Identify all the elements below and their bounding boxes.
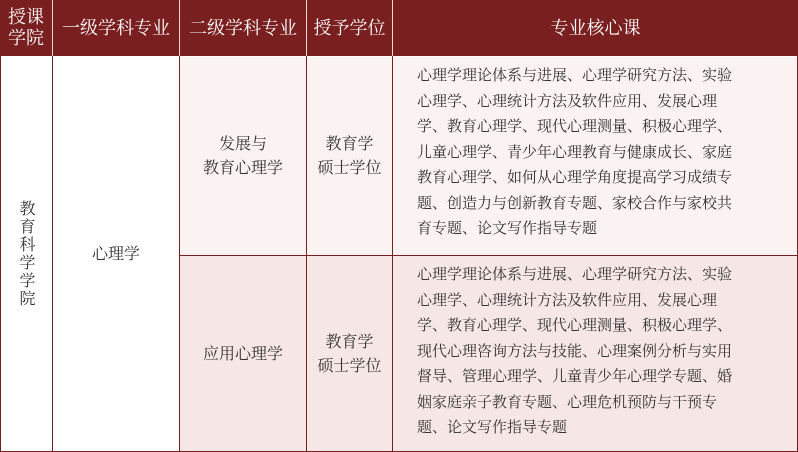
- course-line: 心理学、心理统计方法及软件应用、发展心理: [417, 290, 718, 309]
- course-line: 心理学理论体系与进展、心理学研究方法、实验: [417, 265, 733, 283]
- course-line: 姻家庭亲子教育专题、心理危机预防与干预专: [417, 392, 718, 411]
- rule: [306, 56, 307, 452]
- header-courses-label: 专业核心课: [550, 17, 641, 39]
- college-name: 教育科学学院: [17, 200, 36, 308]
- header-second-major-label: 二级学科专业: [189, 17, 297, 39]
- rule: [0, 56, 1, 452]
- row-2-degree-text: 教育学 硕士学位: [317, 332, 382, 375]
- header-college-label: 授课 学院: [8, 7, 44, 49]
- row-1-second-major: [180, 57, 306, 255]
- rule: [179, 56, 180, 452]
- header-courses: [393, 0, 798, 56]
- rule: [392, 56, 393, 452]
- course-line: 题、创造力与创新教育专题、家校合作与家校共: [417, 193, 733, 212]
- course-line: 学、教育心理学、现代心理测量、积极心理学、: [417, 117, 733, 135]
- course-line: 学、教育心理学、现代心理测量、积极心理学、: [417, 316, 733, 334]
- row-1-courses: [417, 57, 789, 255]
- first-major-cell: [53, 56, 179, 452]
- course-line: 现代心理咨询方法与技能、心理案例分析与实用: [417, 341, 733, 360]
- row-2-degree: [307, 256, 392, 452]
- header-second-major: [180, 0, 306, 56]
- row-1-degree: [307, 57, 392, 255]
- course-line: 心理学、心理统计方法及软件应用、发展心理: [417, 91, 718, 110]
- first-major-name: 心理学: [91, 244, 140, 263]
- header-first-major: [53, 0, 179, 56]
- rule: [180, 255, 798, 256]
- row-2-second-major: [180, 256, 306, 452]
- header-degree-label: 授予学位: [313, 17, 386, 39]
- header-college: [0, 0, 52, 56]
- rule: [52, 56, 53, 452]
- header-first-major-label: 一级学科专业: [62, 17, 170, 39]
- header-degree: [307, 0, 392, 56]
- row-2-courses: [417, 256, 789, 452]
- college-cell: [0, 56, 52, 452]
- course-line: 儿童心理学、青少年心理教育与健康成长、家庭: [417, 142, 733, 161]
- course-line: 心理学理论体系与进展、心理学研究方法、实验: [417, 66, 733, 84]
- row-1-degree-text: 教育学 硕士学位: [317, 134, 382, 177]
- row-1-second-major-text: 发展与 教育心理学: [202, 134, 283, 177]
- course-line: 督导、管理心理学、儿童青少年心理学专题、婚: [417, 367, 733, 385]
- course-line: 教育心理学、如何从心理学角度提高学习成绩专: [417, 168, 733, 186]
- course-line: 题、论文写作指导专题: [417, 418, 568, 436]
- course-line: 育专题、论文写作指导专题: [417, 219, 598, 237]
- row-2-second-major-text: 应用心理学: [202, 344, 283, 363]
